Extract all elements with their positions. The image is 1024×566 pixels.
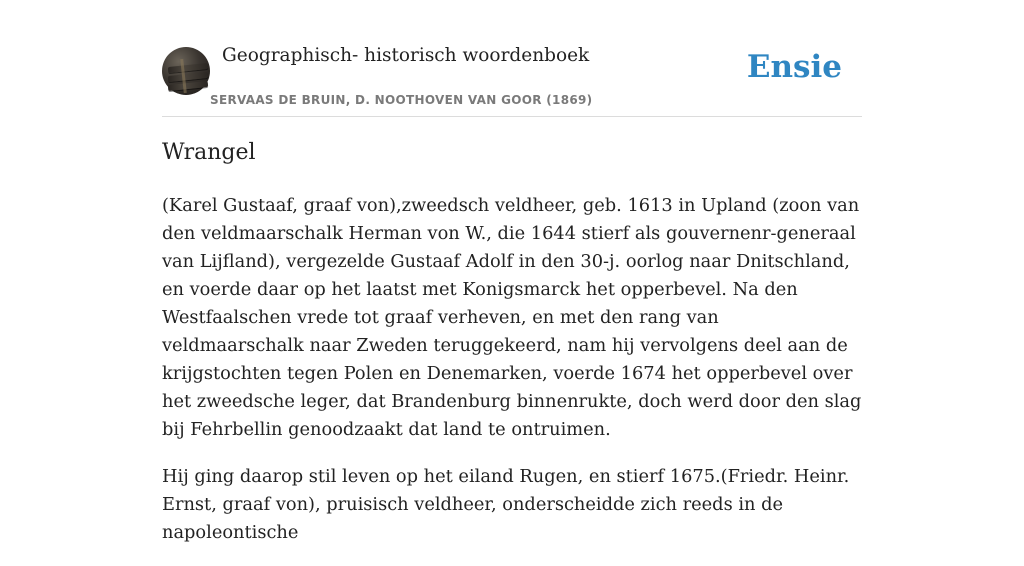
book-spine-decoration [168, 81, 208, 91]
entry-title: Wrangel [162, 140, 256, 165]
book-title-link[interactable]: Geographisch- historisch woordenboek [222, 45, 590, 66]
book-header [162, 40, 862, 117]
entry-body [162, 192, 862, 566]
book-author: SERVAAS DE BRUIN, D. NOOTHOVEN VAN GOOR (1869) [210, 93, 593, 107]
book-cover-avatar[interactable] [162, 47, 210, 95]
ensie-logo[interactable]: Ensie [746, 49, 842, 85]
entry-paragraph: (Karel Gustaaf, graaf von),zweedsch veldheer, geb. 1613 in Upland (zoon van den veldmaarschalk Herman von W., die 1644 stierf als gouvernenr-generaal van Lijfland), vergezelde Gustaaf Adolf in den 30-j. oorlog naar Dnitschland, en voerde daar op het laatst met Konigsmarck het opperbevel. Na den Westfaalschen vrede tot graaf verheven, en met den rang van veldmaarschalk naar Zweden teruggekeerd, nam hij vervolgens deel aan de krijgstochten tegen Polen en Denemarken, voerde 1674 het opperbevel over het zweedsche leger, dat Brandenburg binnenrukte, doch werd door den slag bij Fehrbellin genoodzaakt dat land te ontruimen. [162, 195, 862, 440]
entry-paragraph: Hij ging daarop stil leven op het eiland Rugen, en stierf 1675.(Friedr. Heinr. Ernst, graaf von), pruisisch veldheer, onderscheidde zich reeds in de napoleontische [162, 466, 850, 543]
